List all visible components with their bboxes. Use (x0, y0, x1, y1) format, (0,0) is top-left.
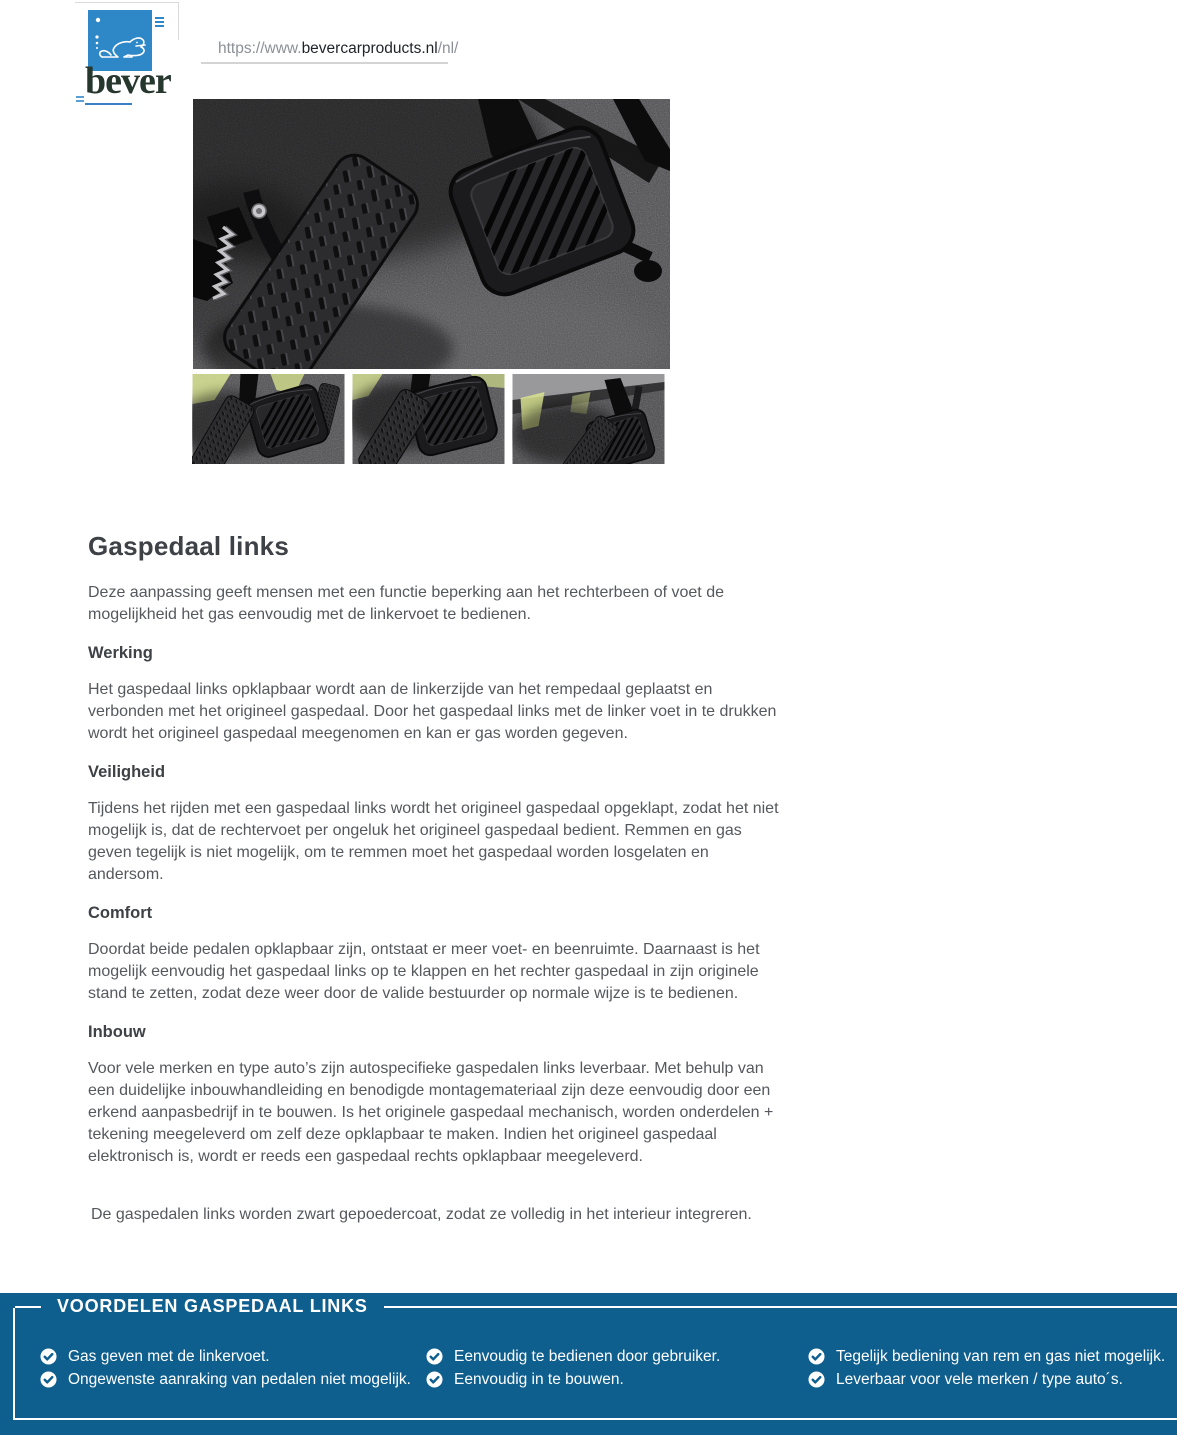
url-suffix: /nl/ (437, 40, 459, 57)
benefit-label: Leverbaar voor vele merken / type auto´s. (836, 1370, 1123, 1388)
pedals-photo (193, 99, 670, 369)
thumbnail-photo-3[interactable] (512, 374, 665, 464)
logo-dash (76, 96, 84, 98)
section-heading-inbouw: Inbouw (88, 1023, 146, 1041)
benefit-label: Eenvoudig te bedienen door gebruiker. (454, 1347, 721, 1365)
benefit-label: Gas geven met de linkervoet. (68, 1347, 270, 1365)
menu-lines-icon (155, 17, 164, 29)
page-url[interactable] (218, 40, 458, 58)
thumbnail-photo-1[interactable] (192, 374, 345, 464)
check-circle-icon (426, 1371, 443, 1388)
section-body-comfort: Doordat beide pedalen opklapbaar zijn, ontstaat er meer voet- en beenruimte. Daarnaast is het mogelijk eenvoudig het gaspedaal links op te klappen en het rechter gaspedaal in zijn originele stand te zetten, zodat deze weer door de valide bestuurder op normale wijze is te bedienen. (88, 941, 760, 1002)
pedals-thumb-1-image (192, 374, 345, 464)
main-product-photo (193, 99, 670, 369)
section-body-inbouw: Voor vele merken en type auto’s zijn autospecifieke gaspedalen links leverbaar. Met behulp van een duidelijke inbouwhandleiding en benodigde montagemateriaal zijn deze eenvoudig door een erkend aanpasbedrijf in te bouwen. Is het originele gaspedaal mechanisch, worden onderdelen + tekening meegeleverd om zelf deze opklapbaar te maken. Indien het origineel gaspedaal elektronisch is, wordt er reeds een gaspedaal rechts opklapbaar meegeleverd. (88, 1060, 774, 1165)
section-heading-comfort: Comfort (88, 904, 153, 922)
thumbnail-photo-2[interactable] (352, 374, 505, 464)
benefit-item (40, 1368, 426, 1391)
benefits-banner (0, 1293, 1177, 1435)
divider (178, 2, 179, 40)
section-body-werking: Het gaspedaal links opklapbaar wordt aan de linkerzijde van het rempedaal geplaatst en verbonden met het origineel gaspedaal. Door het gaspedaal links met de linker voet in te drukken wordt het origineel gaspedaal meegenomen en kan er gas worden gegeven. (88, 681, 777, 742)
check-circle-icon (40, 1348, 57, 1365)
section-heading-veiligheid: Veiligheid (88, 763, 166, 781)
url-underline (201, 62, 448, 64)
benefit-item (40, 1345, 426, 1368)
article (88, 531, 785, 1242)
check-circle-icon (808, 1371, 825, 1388)
check-circle-icon (40, 1371, 57, 1388)
benefits-box (13, 1296, 1177, 1420)
url-domain: bevercarproducts.nl (301, 40, 438, 57)
benefit-item (808, 1345, 1169, 1368)
legend-line (15, 1306, 41, 1308)
legend-line (384, 1306, 1177, 1308)
benefit-item (808, 1368, 1169, 1391)
pedals-thumb-3-image (512, 374, 665, 464)
benefit-item (426, 1368, 808, 1391)
intro-paragraph: Deze aanpassing geeft mensen met een functie beperking aan het rechterbeen of voet de mogelijkheid het gas eenvoudig met de linkervoet te bedienen. (88, 584, 724, 623)
check-circle-icon (808, 1348, 825, 1365)
benefits-legend (15, 1296, 1177, 1317)
brand-wordmark: bever (85, 60, 171, 102)
benefit-item (426, 1345, 808, 1368)
benefit-label: Eenvoudig in te bouwen. (454, 1370, 624, 1388)
section-heading-werking: Werking (88, 644, 153, 662)
section-body-veiligheid: Tijdens het rijden met een gaspedaal links wordt het origineel gaspedaal opgeklapt, zodat het niet mogelijk is, dat de rechtervoet per ongeluk het origineel gaspedaal bedient. Remmen en gas geven tegelijk is niet mogelijk, om te remmen moet het gaspedaal worden losgelaten en andersom. (88, 800, 779, 883)
closing-paragraph: De gaspedalen links worden zwart gepoedercoat, zodat ze volledig in het interieur integreren. (91, 1206, 752, 1223)
check-circle-icon (426, 1348, 443, 1365)
pedals-thumb-2-image (352, 374, 505, 464)
benefits-column-3 (808, 1345, 1169, 1391)
benefit-label: Ongewenste aanraking van pedalen niet mogelijk. (68, 1370, 411, 1388)
page-title: Gaspedaal links (88, 531, 289, 561)
logo-dash (76, 100, 84, 102)
benefits-columns (40, 1345, 1169, 1391)
benefits-column-1 (40, 1345, 426, 1391)
divider (75, 2, 178, 3)
logo-underline (85, 103, 132, 105)
url-prefix: https://www. (218, 40, 302, 57)
benefits-column-2 (426, 1345, 808, 1391)
benefit-label: Tegelijk bediening van rem en gas niet mogelijk. (836, 1347, 1166, 1365)
benefits-title: VOORDELEN GASPEDAAL LINKS (57, 1296, 368, 1316)
